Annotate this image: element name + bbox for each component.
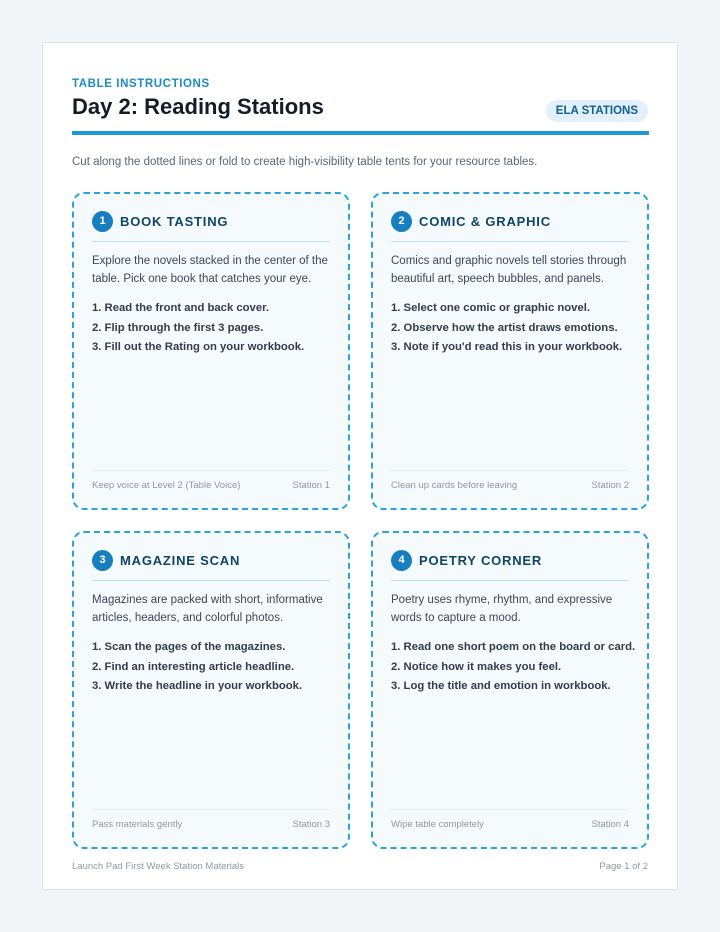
card-footer-divider [92, 470, 330, 471]
step-item: 3. Log the title and emotion in workbook. [391, 680, 611, 692]
station-label: Station 2 [591, 480, 629, 491]
step-item: 1. Scan the pages of the magazines. [92, 641, 286, 653]
document-footer-title: Launch Pad First Week Station Materials [72, 861, 244, 872]
card-note: Wipe table completely [391, 819, 484, 830]
station-number-badge: 4 [391, 550, 412, 571]
card-header [92, 211, 330, 242]
card-header [391, 211, 629, 242]
step-item: 1. Read the front and back cover. [92, 302, 270, 314]
station-number-badge: 2 [391, 211, 412, 232]
step-item: 1. Read one short poem on the board or card. [391, 641, 636, 653]
page-title: Day 2: Reading Stations [72, 94, 324, 119]
card-title: COMIC & GRAPHIC [419, 214, 551, 229]
card-footer-divider [391, 470, 629, 471]
card-description: Poetry uses rhyme, rhythm, and expressive words to capture a mood. [391, 594, 613, 624]
step-item: 2. Observe how the artist draws emotions. [391, 321, 618, 334]
card-description: Magazines are packed with short, informative articles, headers, and colorful photos. [92, 594, 323, 624]
station-label: Station 4 [591, 819, 629, 830]
station-number-badge: 1 [92, 211, 113, 232]
card-note: Keep voice at Level 2 (Table Voice) [92, 480, 241, 491]
step-list [92, 300, 338, 359]
card-title: BOOK TASTING [120, 214, 229, 229]
step-item: 2. Find an interesting article headline. [92, 660, 295, 673]
card-description: Comics and graphic novels tell stories through beautiful art, speech bubbles, and panels. [391, 255, 627, 285]
card-note: Clean up cards before leaving [391, 480, 518, 491]
step-item: 1. Select one comic or graphic novel. [391, 302, 591, 314]
card-title: MAGAZINE SCAN [120, 553, 241, 568]
station-card-1 [72, 192, 350, 510]
step-list [391, 639, 637, 698]
step-list [391, 300, 637, 359]
card-header [391, 550, 629, 581]
step-item: 3. Fill out the Rating on your workbook. [92, 341, 305, 353]
header-divider [72, 131, 649, 135]
card-description: Explore the novels stacked in the center of the table. Pick one book that catches your eye. [92, 255, 328, 285]
intro-text: Cut along the dotted lines or fold to create high-visibility table tents for your resource tables. [72, 156, 538, 168]
card-title: POETRY CORNER [419, 553, 543, 568]
document-page [42, 42, 678, 890]
station-card-2 [371, 192, 649, 510]
card-header [92, 550, 330, 581]
station-number-badge: 3 [92, 550, 113, 571]
step-item: 3. Note if you'd read this in your workbook. [391, 341, 623, 353]
station-card-3 [72, 531, 350, 849]
card-footer-divider [92, 809, 330, 810]
subject-badge: ELA STATIONS [546, 100, 648, 122]
station-label: Station 1 [292, 480, 330, 491]
section-kicker: TABLE INSTRUCTIONS [72, 78, 210, 90]
step-item: 2. Flip through the first 3 pages. [92, 321, 264, 334]
station-label: Station 3 [292, 819, 330, 830]
card-note: Pass materials gently [92, 819, 183, 830]
step-item: 3. Write the headline in your workbook. [92, 680, 303, 692]
page-number: Page 1 of 2 [599, 861, 648, 872]
card-footer-divider [391, 809, 629, 810]
step-item: 2. Notice how it makes you feel. [391, 660, 562, 673]
station-card-4 [371, 531, 649, 849]
step-list [92, 639, 338, 698]
